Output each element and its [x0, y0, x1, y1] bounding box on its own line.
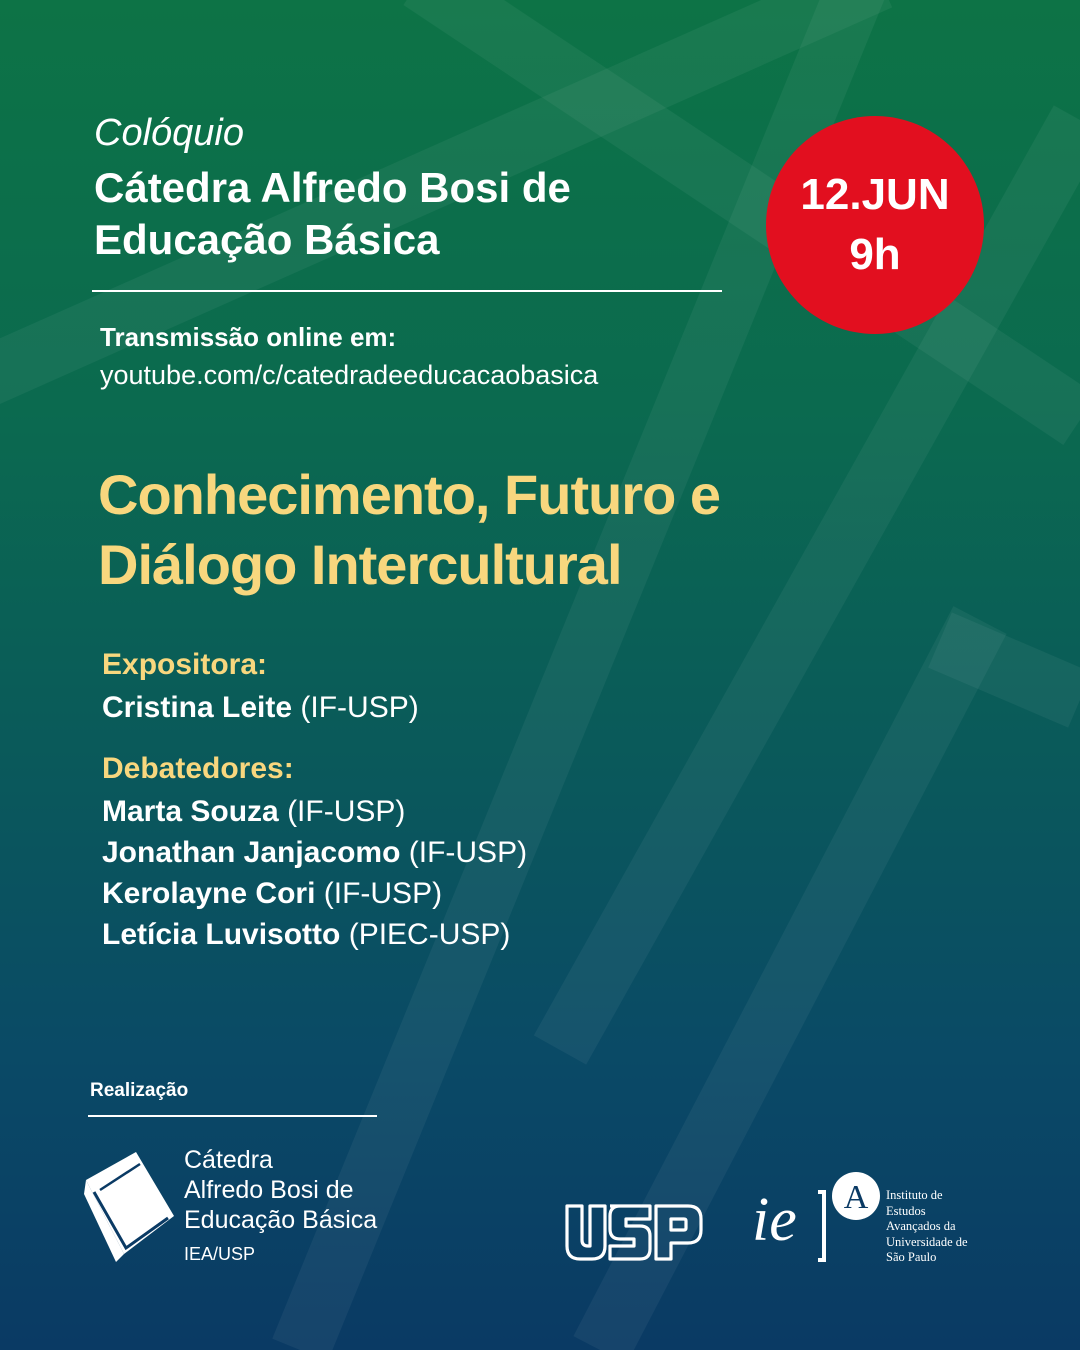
iea-line2: Estudos: [886, 1203, 926, 1218]
person-affiliation: (IF-USP): [287, 795, 406, 828]
event-title-line1: Cátedra Alfredo Bosi de: [94, 164, 571, 211]
debaters-list: [102, 791, 527, 955]
person-name: Marta Souza: [102, 795, 279, 828]
person-affiliation: (IF-USP): [408, 836, 528, 869]
iea-line5: São Paulo: [886, 1250, 937, 1265]
iea-logo-text: [886, 1188, 968, 1266]
iea-mark-text: ie: [752, 1186, 797, 1254]
catedra-line1: Cátedra: [184, 1146, 273, 1174]
iea-line3: Avançados da: [886, 1219, 956, 1234]
date-badge-time: 9h: [849, 230, 901, 279]
talk-title: [98, 460, 818, 600]
speaker-label: Expositora:: [102, 648, 268, 681]
date-badge-date: 12.JUN: [800, 170, 950, 219]
person-name: Letícia Luvisotto: [102, 918, 341, 951]
person-affiliation: (PIEC-USP): [348, 918, 511, 951]
person-name: Cristina Leite: [102, 691, 293, 724]
person-name: Jonathan Janjacomo: [102, 836, 401, 869]
speaker-item: [102, 687, 419, 728]
realizacao-label: Realização: [90, 1080, 189, 1101]
debater-item: [102, 873, 527, 914]
catedra-subtitle: IEA/USP: [184, 1244, 256, 1264]
catedra-line3: Educação Básica: [184, 1206, 378, 1234]
talk-title-line2: Diálogo Intercultural: [98, 533, 622, 596]
iea-line1: Instituto de: [886, 1188, 943, 1202]
debater-item: [102, 914, 527, 955]
iea-mark-letter: A: [843, 1179, 869, 1216]
person-affiliation: (IF-USP): [300, 691, 419, 724]
person-name: Kerolayne Cori: [102, 877, 316, 910]
iea-line4: Universidade de: [886, 1234, 968, 1249]
catedra-logo-text: [184, 1145, 377, 1235]
debater-item: [102, 791, 527, 832]
date-badge: [766, 116, 984, 334]
debaters-label: Debatedores:: [102, 752, 294, 785]
talk-title-line1: Conhecimento, Futuro e: [98, 463, 720, 526]
footer-divider: [88, 1115, 377, 1117]
catedra-line2: Alfredo Bosi de: [184, 1176, 354, 1204]
divider: [92, 290, 722, 292]
open-book-icon: [84, 1150, 174, 1262]
event-title: [94, 162, 714, 266]
event-title-line2: Educação Básica: [94, 216, 440, 263]
iea-logo-mark: [752, 1172, 882, 1264]
event-kicker: Colóquio: [94, 112, 244, 154]
usp-logo: [564, 1202, 704, 1262]
stream-label: Transmissão online em:: [100, 322, 397, 352]
person-affiliation: (IF-USP): [323, 877, 443, 910]
debater-item: [102, 832, 527, 873]
stream-url[interactable]: youtube.com/c/catedradeeducacaobasica: [100, 360, 599, 390]
